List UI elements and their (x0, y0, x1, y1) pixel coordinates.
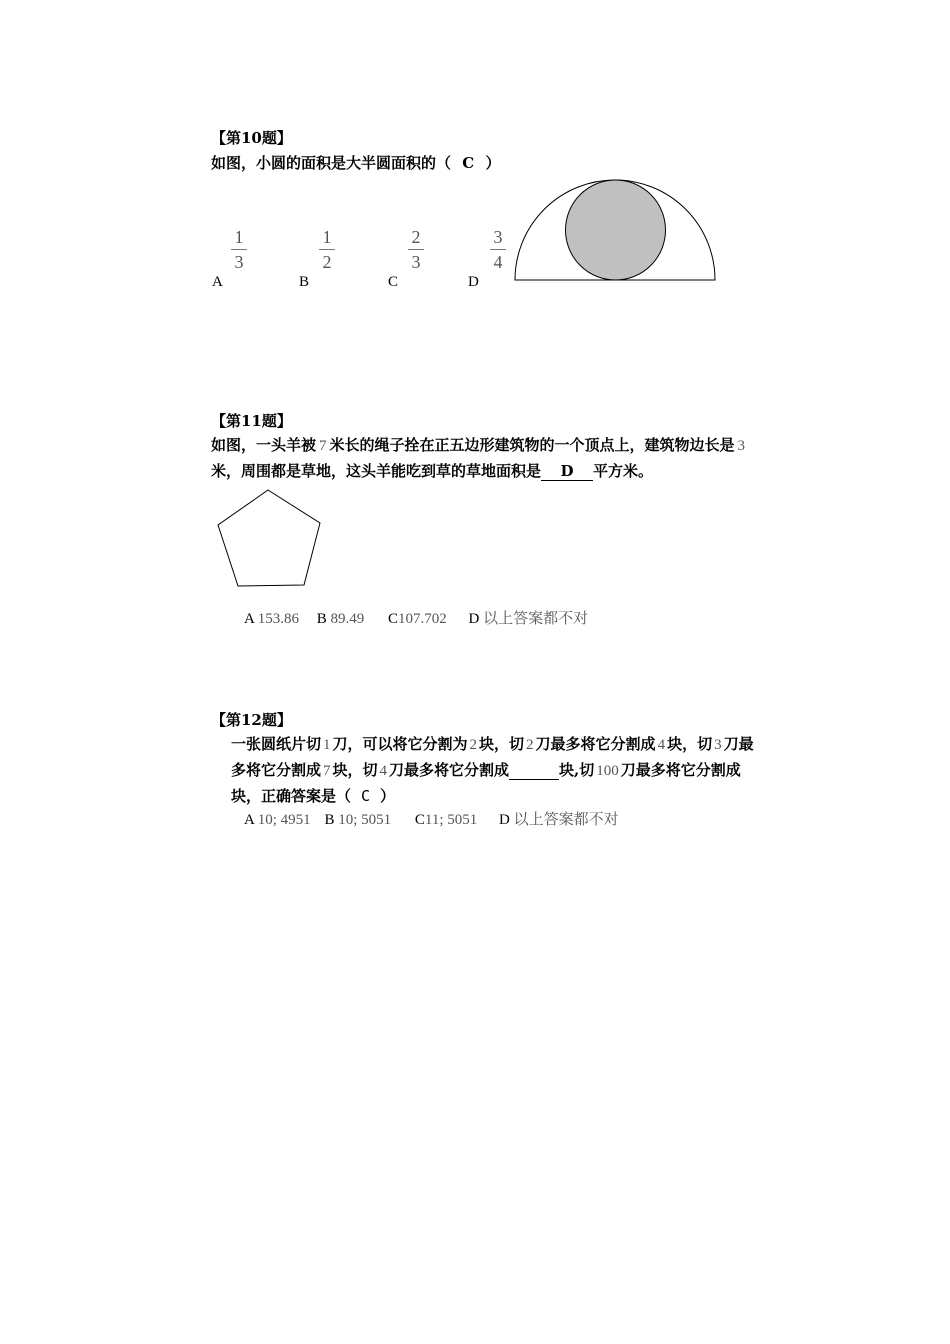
q12-number: 4 (657, 737, 666, 753)
q11-options (244, 607, 588, 628)
small-circle (566, 180, 666, 280)
q10-fraction-b (317, 227, 337, 272)
q12-text: 块, (559, 761, 580, 779)
q11-option-c-letter: C (388, 611, 399, 627)
q12-option-a-value: 10; 4951 (257, 812, 311, 828)
q11-option-c-value: 107.702 (398, 611, 447, 627)
q11-option-b-value: 89.49 (330, 611, 365, 627)
fraction-numerator: 2 (411, 227, 421, 247)
q10-fraction-c (406, 227, 426, 272)
q11-text: 平方米。 (593, 462, 654, 480)
q12-text: 切 (579, 761, 595, 779)
q11-option-d-letter: D (468, 611, 480, 627)
q12-number: 7 (323, 763, 331, 779)
q12-text: 块，切 (667, 735, 713, 753)
q10-fraction-d (488, 227, 508, 272)
fraction-bar (490, 249, 506, 250)
fraction-numerator: 3 (493, 227, 503, 247)
q11-side-length: 3 (737, 438, 746, 454)
q12-option-a-letter: A (244, 812, 255, 828)
q12-text: 刀，可以将它分割为 (332, 735, 468, 753)
q11-text: 如图，一头羊被 (211, 436, 317, 454)
q12-text: 块，切 (479, 735, 525, 753)
q11-answer: D (560, 462, 574, 480)
q12-option-d-letter: D (499, 812, 510, 828)
q12-text: ） (380, 787, 396, 805)
q12-text: 块，切 (332, 761, 378, 779)
q12-answer: C (361, 787, 371, 805)
q11-option-a-letter: A (244, 611, 255, 627)
q10-question-text: 如图，小圆的面积是大半圆面积的（ (211, 154, 452, 172)
regular-pentagon (218, 490, 320, 586)
q12-line-3 (231, 785, 395, 806)
q12-header: 【第12题】 (211, 711, 292, 729)
q10-answer: C (462, 154, 475, 172)
fraction-denominator: 2 (322, 252, 332, 272)
q10-fraction-a (229, 227, 249, 272)
q12-text: 多将它分割成 (231, 761, 322, 779)
fraction-denominator: 3 (411, 252, 421, 272)
q11-line-1 (211, 434, 745, 455)
q10-question (211, 152, 500, 173)
fraction-bar (408, 249, 424, 250)
fraction-denominator: 4 (493, 252, 503, 272)
q11-option-d-value: 以上答案都不对 (483, 611, 589, 627)
q12-answer-blank (509, 761, 559, 780)
q11-option-a-value: 153.86 (257, 611, 300, 627)
q11-header: 【第11题】 (211, 412, 292, 430)
q12-text: 块，正确答案是（ (231, 787, 352, 805)
q11-answer-blank (541, 462, 593, 481)
q12-number: 1 (323, 737, 331, 753)
q12-option-c-value: 11; 5051 (424, 812, 478, 828)
q10-question-close: ） (485, 154, 501, 172)
q12-option-b-value: 10; 5051 (338, 812, 392, 828)
q12-line-2 (231, 759, 741, 780)
q10-option-b-label: B (299, 274, 310, 290)
q10-option-d-label: D (468, 274, 479, 290)
q11-line-2 (211, 460, 653, 481)
q12-text: 一张圆纸片切 (231, 735, 322, 753)
q12-number: 4 (379, 763, 388, 779)
fraction-denominator: 3 (234, 252, 244, 272)
q12-text: 刀最 (723, 735, 754, 753)
q10-option-c-label: C (388, 274, 399, 290)
q12-number: 2 (526, 737, 534, 753)
q12-number: 100 (596, 763, 619, 779)
fraction-numerator: 1 (322, 227, 332, 247)
q11-option-b-letter: B (316, 611, 327, 627)
q11-text: 米，周围都是草地，这头羊能吃到草的草地面积是 (211, 462, 542, 480)
q12-number: 2 (469, 737, 478, 753)
q10-header: 【第10题】 (211, 129, 292, 147)
q10-option-a-label: A (212, 274, 223, 290)
q10-semicircle-figure (510, 176, 722, 286)
q11-pentagon-figure (212, 486, 326, 592)
q11-text: 米长的绳子拴在正五边形建筑物的一个顶点上，建筑物边长是 (329, 436, 735, 454)
q12-text: 刀最多将它分割成 (620, 761, 741, 779)
fraction-numerator: 1 (234, 227, 244, 247)
q12-number: 3 (714, 737, 722, 753)
q12-options (244, 808, 619, 829)
q12-text: 刀最多将它分割成 (389, 761, 510, 779)
q11-rope-length: 7 (319, 438, 327, 454)
q12-text: 刀最多将它分割成 (535, 735, 656, 753)
fraction-bar (231, 249, 247, 250)
q12-line-1 (231, 733, 754, 754)
q12-option-b-letter: B (324, 812, 335, 828)
fraction-bar (319, 249, 335, 250)
q12-option-c-letter: C (414, 812, 425, 828)
q12-option-d-value: 以上答案都不对 (513, 812, 619, 828)
